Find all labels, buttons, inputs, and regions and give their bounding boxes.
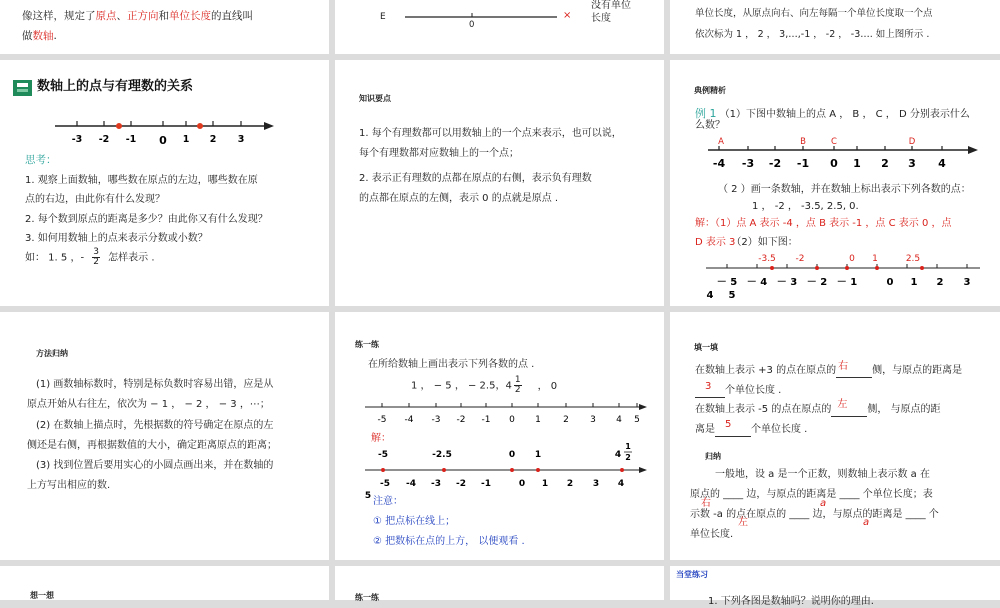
zero-label: 0 [469,20,475,30]
example-heading: 典例精析 [694,86,726,95]
method-heading: 方法归纳 [36,349,68,358]
method-line-5: (3) 找到位置后要用实心的小圆点画出来，并在数轴的 [36,460,274,471]
tick-label-wrap: 5 [728,290,736,301]
slide-title: 数轴上的点与有理数的关系 [37,79,194,94]
tick-label: -1 [796,157,810,170]
mark-label: 1 [872,254,878,264]
slide-key-points [335,60,664,306]
answer-number-line [670,60,1000,306]
example-question-2: （ 2 ）画一条数轴，并在数轴上标出表示下列各数的点： [718,184,971,195]
tick-label: － 2 [806,277,828,288]
point-letter: C [831,137,837,147]
slide-practice-2 [335,566,664,600]
fill-line-3: 在数轴上表示 -5 的点在原点的 左 侧， 与原点的距 [695,399,941,415]
tick-label: 1 [182,134,190,145]
tick-label: 5 [634,415,640,425]
method-line-4: 侧还是右侧，再根据数值的大小，确定距离原点的距离； [27,440,277,451]
tick-label: － 1 [836,277,858,288]
tick-label: 4 [616,415,622,425]
point-1a: 1. 每个有理数都可以用数轴上的一个点来表示，也可以说， [359,128,622,139]
point-e-label: E [380,12,386,22]
tick-label-wrap: 4 [706,290,714,301]
note-2: ② 把数标在点的上方， 以便观看 . [373,536,525,547]
question-2: 2. 每个数到原点的距离是多少？由此你又有什么发现？ [25,214,268,225]
tick-label: -2 [98,134,110,145]
slide-classroom-practice [670,566,1000,607]
point-letter: A [718,137,724,147]
solution-label: 解： [371,433,391,444]
answer-line-1: 解：（1）点 A 表示 -4 ，点 B 表示 -1 ，点 C 表示 0 ，点 [695,218,952,229]
point-letter: D [908,137,916,147]
fill-line-2: 3 个单位长度 . [695,385,781,398]
tick-label: 1 [535,415,541,425]
tick-label: -5 [377,415,387,425]
slide-axis-drawing [670,0,1000,54]
classroom-question: 1. 下列各图是数轴吗？说明你的理由. [708,596,874,607]
tick-label: 2 [936,277,944,288]
tick-label: -3 [431,415,441,425]
point-2b: 的点都在原点的左侧，表示 0 的点就是原点 . [359,193,559,204]
summary-answer-a2: a [863,517,870,528]
think-label: 思考： [25,154,57,166]
point-2a: 2. 表示正有理数的点都在原点的右侧，表示负有理数 [359,173,592,184]
method-line-3: (2) 在数轴上描点时，先根据数的符号确定在原点的左 [36,420,274,431]
tick-label: 1 [910,277,918,288]
cross-mark: × [563,10,572,21]
tick-label: -3 [431,479,441,489]
drawing-line2: 依次标为 1 ， 2 ， 3,…,-1 ， -2 ， -3…. 如上图所示 . [695,29,930,40]
slide-practice [335,312,664,560]
tick-label: 0 [830,157,838,170]
tick-label: -3 [71,134,83,145]
tick-label: 1 [541,479,549,489]
tick-label: -3 [741,157,755,170]
question-1b: 点的右边，由此你有什么发现？ [25,194,165,205]
tick-label: 3 [592,479,600,489]
tick-label: -2 [456,479,466,489]
example-line: 如： 1. 5 ，- $\frac{3}{2}$ 怎样表示 . [25,247,155,267]
mark-label: -5 [378,450,388,460]
answer-line-2: D 表示 3（2）如下图： [695,237,798,248]
tick-label: 2 [563,415,569,425]
slide-point-number-relation [0,60,329,306]
tick-label: 2 [209,134,217,145]
point-minus-1-5 [116,123,122,129]
summary-answer-left: 左 [738,517,748,528]
tick-label: 4 [938,157,946,170]
summary-heading: 归纳 [705,452,721,461]
question-3: 3. 如何用数轴上的点来表示分数或小数？ [25,233,208,244]
tick-label: 1 [853,157,861,170]
tick-label: 2 [566,479,574,489]
tick-label: 3 [590,415,596,425]
definition-line2: 做数轴. [22,30,57,42]
tick-label: 0 [518,479,526,489]
note-no-unit: 没有单位 [591,0,631,11]
tick-label: 3 [237,134,245,145]
mark-label: 0 [508,450,516,460]
practice-heading: 练一练 [355,340,379,349]
tick-label: 0 [159,134,167,147]
slide-think [0,566,329,600]
mark-label: 4 [614,450,622,460]
mark-fraction: 1 [625,442,631,451]
summary-answer-right: 右 [701,498,711,509]
tick-label: － 4 [746,277,768,288]
summary-line-4: 单位长度. [690,529,734,540]
drawing-line1: 单位长度，从原点向右、向左每隔一个单位长度取一个点 [695,8,933,19]
tick-label: － 5 [716,277,738,288]
tick-label: -2 [768,157,782,170]
tick-label: -4 [406,479,416,489]
point-1b: 每个有理数都对应数轴上的一个点； [359,148,519,159]
fill-line-1: 在数轴上表示 +3 的点在原点的 右 侧，与原点的距离是 [695,361,963,376]
think-heading: 想一想 [30,591,54,600]
tick-label: -4 [712,157,726,170]
tick-label-wrap: 5 [364,491,372,501]
note-label: 注意： [373,496,403,507]
example-question-1: 例 1 （1）下图中数轴上的点 A ， B ， C ， D 分别表示什么 [695,107,970,120]
mark-label: 0 [849,254,855,264]
summary-line-1: 一般地，设 a 是一个正数，则数轴上表示数 a 在 [715,469,930,480]
method-line-1: (1) 画数轴标数时，特别是标负数时容易出错，应是从 [36,379,274,390]
tick-label: -4 [404,415,414,425]
tick-label: -1 [125,134,137,145]
summary-answer-a: a [820,498,827,509]
slide-not-axis-example [335,0,664,54]
mark-label: 1 [534,450,542,460]
point-1-5 [197,123,203,129]
tick-label: 0 [509,415,515,425]
practice-prompt: 在所给数轴上画出表示下列各数的点 . [368,359,535,370]
key-points-heading: 知识要点 [359,94,391,103]
practice-values: 1 ， − 5 ， − 2.5，4 $\frac{1}{2}$ ， 0 [411,375,558,395]
classroom-heading: 当堂练习 [676,570,708,579]
tick-label: 2 [881,157,889,170]
slide-axis-definition [0,0,329,54]
summary-line-3: 示数 -a 的点在原点的 ____ 边，与原点的距离是 ____ 个 [690,509,939,520]
mark-label: 2.5 [905,254,921,264]
method-line-6: 上方写出相应的数. [27,480,111,491]
example-question-1b: 么数？ [695,120,725,131]
tick-label: 3 [963,277,971,288]
mark-fraction: 2 [625,453,631,462]
definition-line1: 像这样，规定了原点、正方向和单位长度的直线叫 [22,10,253,22]
point-letter: B [800,137,806,147]
summary-line-2: 原点的 ____ 边，与原点的距离是 ____ 个单位长度；表 [690,489,933,500]
note-length: 长度 [591,13,611,24]
tick-label: -1 [481,415,491,425]
tick-label: -1 [481,479,491,489]
question-1a: 1. 观察上面数轴，哪些数在原点的左边，哪些数在原 [25,175,258,186]
tick-label: 0 [886,277,894,288]
tick-label: -2 [456,415,466,425]
note-1: ① 把点标在线上； [373,516,456,527]
tick-label: － 3 [776,277,798,288]
example-values: 1 ， -2 ， -3.5, 2.5, 0. [752,201,859,212]
tick-label: 3 [908,157,916,170]
mark-label: -2.5 [432,450,452,460]
slide-worked-example [670,60,1000,306]
tick-label: -5 [380,479,390,489]
slide-fill-in [670,312,1000,560]
fill-heading: 填一填 [694,343,718,352]
tick-label: 4 [617,479,625,489]
slide-method-summary [0,312,329,560]
mark-label: -3.5 [758,254,776,264]
mark-label: -2 [795,254,805,264]
method-line-2: 原点开始从右往左，依次为 − 1 ， − 2 ， − 3 ，⋯； [27,399,270,410]
practice2-heading: 练一练 [355,593,379,602]
fill-line-4: 离是 5 个单位长度 . [695,419,808,435]
